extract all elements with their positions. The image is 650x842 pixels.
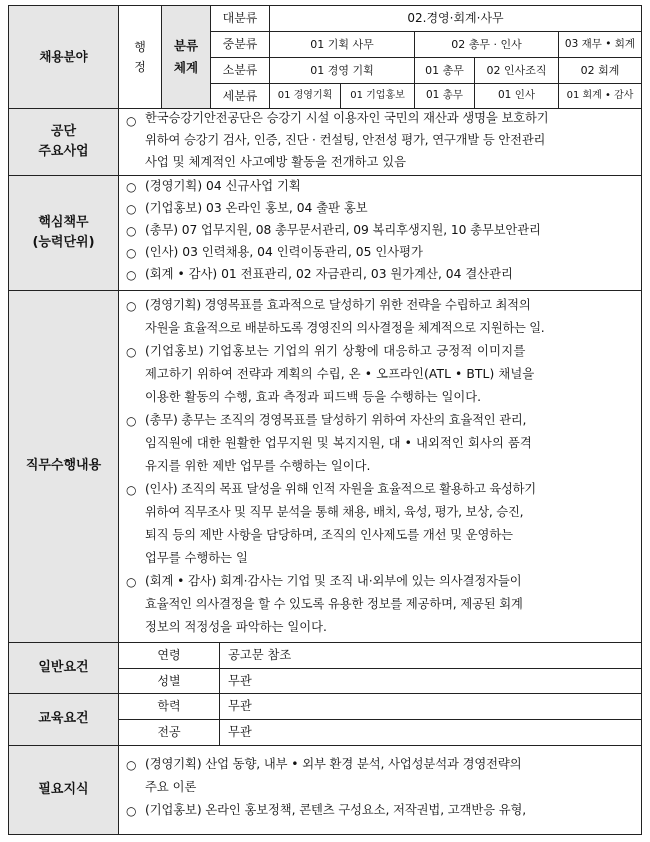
knowledge-bullet-1: ○ (126, 758, 137, 772)
job-item-1-line-2: 자원을 효율적으로 배분하도록 경영진의 의사결정을 체계적으로 지원하는 일. (145, 321, 545, 335)
job-bullet-2: ○ (126, 345, 137, 359)
recruit-field-label: 채용분야 (39, 49, 88, 65)
business-line-1: 한국승강기안전공단은 승강기 시설 이용자인 국민의 재산과 생명을 보호하기 (145, 111, 549, 125)
job-item-5-line-2: 효율적인 의사결정을 할 수 있도록 유용한 정보를 제공하며, 제공된 회계 (145, 597, 523, 611)
duty-bullet-4: ○ (126, 246, 137, 260)
job-item-4-line-1: (인사) 조직의 목표 달성을 위해 인적 자원을 효율적으로 활용하고 육성하기 (145, 482, 536, 496)
job-item-3-line-3: 유지를 위한 제반 업무를 수행하는 일이다. (145, 459, 371, 473)
sub-class-value-5: 01 회계 • 감사 (566, 89, 634, 101)
minor-class-value-2: 01 총무 (425, 63, 464, 77)
knowledge-item-1-line-2: 주요 이론 (145, 780, 197, 794)
class-system-label: 분류 체계 (173, 38, 199, 75)
minor-class-value-1: 01 경영 기획 (310, 63, 374, 77)
minor-class-value-4: 02 회계 (580, 63, 620, 77)
job-item-2-line-2: 제고하기 위하여 전략과 계획의 수립, 온 • 오프라인(ATL • BTL) 채널을 (145, 367, 535, 381)
sub-class-value-4: 01 인사 (498, 89, 535, 102)
mid-class-name: 중분류 (222, 37, 258, 51)
job-item-4-line-3: 퇴직 등의 제반 사항을 담당하며, 조직의 인사제도를 개선 및 운영하는 (145, 528, 513, 542)
duty-bullet-1: ○ (126, 180, 137, 194)
duty-bullet-3: ○ (126, 224, 137, 238)
knowledge-bullet-2: ○ (126, 804, 137, 818)
job-item-4-line-4: 업무를 수행하는 일 (145, 551, 248, 565)
sub-class-name: 세분류 (222, 88, 258, 103)
degree-value: 무관 (228, 699, 252, 713)
mid-class-value-2: 02 총무 · 인사 (451, 37, 522, 51)
mid-class-value-3: 03 재무 • 회계 (564, 37, 636, 50)
duty-item-1: (경영기획) 04 신규사업 기획 (145, 179, 301, 193)
business-line-3: 사업 및 체계적인 사고예방 활동을 전개하고 있음 (145, 155, 407, 169)
job-item-2-line-1: (기업홍보) 기업홍보는 기업의 위기 상황에 대응하고 긍정적 이미지를 (145, 344, 526, 358)
gender-value: 무관 (228, 674, 252, 688)
sub-class-value-2: 01 기업홍보 (350, 89, 405, 101)
job-bullet-1: ○ (126, 299, 137, 313)
business-line-2: 위하여 승강기 검사, 인증, 진단 · 컨설팅, 안전성 평가, 연구개발 등 안전관리 (145, 133, 546, 147)
admin-label: 행 정 (134, 40, 146, 74)
knowledge-label: 필요지식 (38, 781, 89, 797)
duty-bullet-5: ○ (126, 268, 137, 282)
duty-item-4: (인사) 03 인력채용, 04 인력이동관리, 05 인사평가 (145, 245, 423, 259)
major-value: 무관 (228, 725, 252, 739)
major-class-value: 02.경영·회계·사무 (407, 11, 504, 25)
job-item-1-line-1: (경영기획) 경영목표를 효과적으로 달성하기 위한 전략을 수립하고 최적의 (145, 298, 531, 312)
major-value-cell (219, 719, 642, 746)
business-label: 공단 주요사업 (38, 123, 89, 159)
gender-value-cell (219, 668, 642, 694)
general-label: 일반요건 (38, 659, 89, 675)
minor-class-value-3: 02 인사조직 (486, 63, 547, 77)
job-item-5-line-1: (회계 • 감사) 회계·감사는 기업 및 조직 내·외부에 있는 의사결정자들이 (145, 574, 522, 588)
job-item-3-line-2: 임직원에 대한 원활한 업무지원 및 복지지원, 대 • 내외적인 회사의 품격 (145, 436, 532, 450)
major-key: 전공 (157, 725, 181, 739)
job-item-4-line-2: 위하여 직무조사 및 직무 분석을 통해 채용, 배치, 육성, 평가, 보상, 승진, (145, 505, 524, 519)
duty-item-3: (총무) 07 업무지원, 08 총무문서관리, 09 복리후생지원, 10 총무보안관리 (145, 223, 541, 237)
duty-bullet-2: ○ (126, 202, 137, 216)
business-bullet: ○ (126, 114, 137, 128)
job-item-3-line-1: (총무) 총무는 조직의 경영목표를 달성하기 위하여 자산의 효율적인 관리, (145, 413, 527, 427)
duty-item-5: (회계 • 감사) 01 전표관리, 02 자금관리, 03 원가계산, 04 결산관리 (145, 267, 513, 281)
knowledge-item-1-line-1: (경영기획) 산업 동향, 내부 • 외부 환경 분석, 사업성분석과 경영전략의 (145, 757, 522, 771)
minor-class-name: 소분류 (222, 63, 258, 77)
duty-item-2: (기업홍보) 03 온라인 홍보, 04 출판 홍보 (145, 201, 368, 215)
education-label: 교육요건 (38, 711, 89, 727)
job-bullet-3: ○ (126, 414, 137, 428)
job-label: 직무수행내용 (25, 458, 102, 474)
job-bullet-5: ○ (126, 575, 137, 589)
degree-key: 학력 (157, 699, 181, 713)
age-key: 연령 (157, 648, 181, 662)
gender-key: 성별 (157, 673, 181, 688)
degree-value-cell (219, 693, 642, 720)
age-value: 공고문 참조 (228, 648, 292, 662)
mid-class-value-1: 01 기획 사무 (310, 37, 374, 51)
major-class-name: 대분류 (222, 11, 258, 25)
sub-class-value-3: 01 총무 (426, 89, 463, 102)
duties-label: 핵심책무 (능력단위) (32, 214, 95, 250)
sub-class-value-1: 01 경영기획 (277, 89, 333, 101)
job-item-5-line-3: 정보의 적정성을 파악하는 일이다. (145, 620, 327, 634)
knowledge-item-2-line-1: (기업홍보) 온라인 홍보정책, 콘텐츠 구성요소, 저작권법, 고객반응 유형, (145, 803, 527, 817)
job-bullet-4: ○ (126, 483, 137, 497)
job-item-2-line-3: 이용한 활동의 수행, 효과 측정과 피드백 등을 수행하는 일이다. (145, 390, 482, 404)
